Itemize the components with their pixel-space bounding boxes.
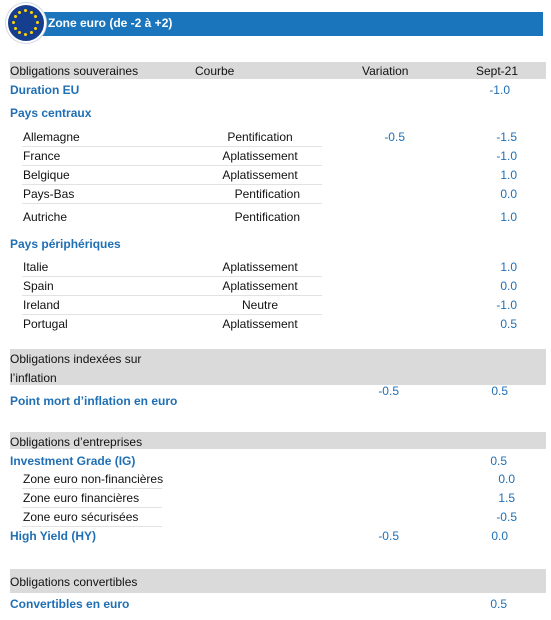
period-value: -1.0 [496,298,517,312]
period-value: 0.0 [500,279,517,293]
divider [22,203,322,204]
hy-label: High Yield (HY) [10,529,97,543]
curve-label: Aplatissement [222,149,298,163]
banner-title: Zone euro (de -2 à +2) [48,16,173,30]
corporate-row-value: 0.0 [498,472,515,486]
hy-value: 0.0 [491,529,508,543]
divider [22,526,162,527]
curve-label: Neutre [241,298,279,312]
divider [22,184,322,185]
period-value: 1.0 [500,168,517,182]
curve-label: Aplatissement [222,317,298,331]
section-title-convertibles: Obligations convertibles [10,575,138,589]
column-header-variation: Variation [362,64,409,78]
convertibles-label: Convertibles en euro [10,597,130,611]
curve-label: Pentification [227,130,293,144]
corporate-row-value: -0.5 [496,510,517,524]
country-label: Belgique [23,168,70,182]
divider [22,488,162,489]
column-header-curve: Courbe [195,64,235,78]
variation-value: -0.5 [384,130,405,144]
inflation-label: Point mort d’inflation en euro [10,394,178,408]
duration-value: -1.0 [489,83,510,97]
period-value: -1.0 [496,149,517,163]
divider [22,146,322,147]
section-title-inflation-line1: Obligations indexées sur [10,352,142,366]
country-label: Ireland [23,298,60,312]
duration-label: Duration EU [10,83,80,97]
curve-label: Pentification [234,210,300,224]
convertibles-value: 0.5 [490,597,507,611]
section-title-sovereign: Obligations souveraines [10,64,139,78]
divider [22,507,162,508]
country-label: Pays-Bas [23,187,75,201]
divider [22,165,322,166]
curve-label: Aplatissement [222,279,298,293]
period-value: -1.5 [496,130,517,144]
corporate-row-label: Zone euro non-financières [23,472,164,486]
corporate-row-value: 1.5 [498,491,515,505]
country-label: Autriche [23,210,68,224]
country-label: France [23,149,61,163]
country-label: Spain [23,279,54,293]
curve-label: Aplatissement [222,260,298,274]
corporate-row-label: Zone euro sécurisées [23,510,139,524]
inflation-variation: -0.5 [378,384,399,398]
curve-label: Pentification [234,187,300,201]
country-label: Allemagne [23,130,80,144]
column-header-period: Sept-21 [476,64,519,78]
inflation-value: 0.5 [491,384,508,398]
section-title-inflation-line2: l’inflation [10,371,57,385]
period-value: 0.5 [500,317,517,331]
curve-label: Aplatissement [222,168,298,182]
divider [22,314,322,315]
ig-label: Investment Grade (IG) [10,454,136,468]
period-value: 1.0 [500,260,517,274]
group-title-central: Pays centraux [10,106,92,120]
divider [22,295,322,296]
divider [22,276,322,277]
section-title-corporate: Obligations d’entreprises [10,435,143,449]
hy-variation: -0.5 [378,529,399,543]
country-label: Portugal [23,317,68,331]
eu-flag-icon [6,3,46,43]
country-label: Italie [23,260,49,274]
group-title-peripheral: Pays périphériques [10,237,121,251]
ig-value: 0.5 [490,454,507,468]
period-value: 1.0 [500,210,517,224]
period-value: 0.0 [500,187,517,201]
corporate-row-label: Zone euro financières [23,491,140,505]
